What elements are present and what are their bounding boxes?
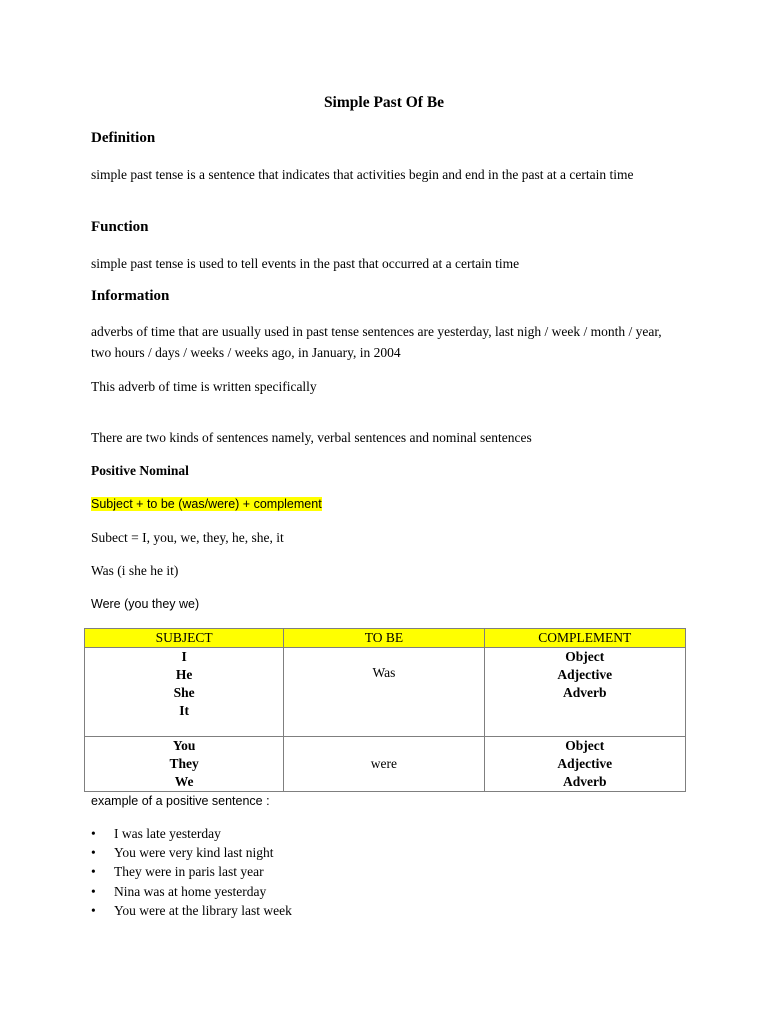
subject-cell <box>85 648 284 737</box>
list-item <box>91 901 292 920</box>
complement-item: Adverb <box>563 774 607 789</box>
table-row <box>85 648 686 737</box>
was-line: Was (i she he it) <box>91 563 179 578</box>
to-be-cell: were <box>284 737 484 792</box>
complement-item: Object <box>565 649 605 664</box>
bullet-icon: • <box>91 826 96 841</box>
subject-item: You <box>172 738 196 753</box>
list-item <box>91 843 292 862</box>
information-text: adverbs of time that are usually used in past tense sentences are yesterday, last nigh / week / month / year, two hours / days / weeks / weeks ago, in January, in 2004 <box>91 324 662 360</box>
subject-item: I <box>181 649 187 664</box>
complement-item: Adverb <box>563 685 607 700</box>
complement-cell <box>484 737 686 792</box>
complement-item: Adjective <box>557 667 613 682</box>
list-item <box>91 824 292 843</box>
example-text: You were at the library last week <box>114 902 292 918</box>
were-line: Were (you they we) <box>91 597 200 611</box>
example-text: I was late yesterday <box>114 826 221 841</box>
example-text: Nina was at home yesterday <box>114 883 267 899</box>
formula-highlight: Subject + to be (was/were) + complement <box>91 497 322 511</box>
function-heading: Function <box>91 219 149 235</box>
bullet-icon: • <box>91 864 96 880</box>
information-note: This adverb of time is written specifically <box>91 379 317 394</box>
header-subject: SUBJECT <box>85 629 284 648</box>
subject-line: Subect = I, you, we, they, he, she, it <box>91 530 284 545</box>
complement-cell <box>484 648 686 737</box>
sentence-kinds-text: There are two kinds of sentences namely, verbal sentences and nominal sentences <box>91 430 532 445</box>
example-text: You were very kind last night <box>114 845 274 861</box>
table-header-row <box>85 629 686 648</box>
definition-heading: Definition <box>91 130 156 146</box>
header-to-be: TO BE <box>284 629 484 648</box>
header-complement: COMPLEMENT <box>484 629 686 648</box>
subject-item: We <box>174 774 194 789</box>
list-item <box>91 862 292 881</box>
complement-item: Adjective <box>557 756 613 771</box>
function-text: simple past tense is used to tell events in the past that occurred at a certain time <box>91 256 520 271</box>
list-item <box>91 882 292 901</box>
bullet-icon: • <box>91 845 96 861</box>
example-text: They were in paris last year <box>114 864 264 880</box>
subject-cell <box>85 737 284 792</box>
examples-list <box>91 824 292 920</box>
to-be-cell: Was <box>284 648 484 737</box>
information-heading: Information <box>91 288 170 304</box>
subject-item: She <box>173 685 195 700</box>
bullet-icon: • <box>91 902 96 918</box>
examples-intro: example of a positive sentence : <box>91 794 270 808</box>
subject-item: They <box>169 756 199 771</box>
complement-item: Object <box>565 738 605 753</box>
positive-nominal-heading: Positive Nominal <box>91 463 189 478</box>
definition-text: simple past tense is a sentence that indicates that activities begin and end in the past at a certain time <box>91 167 634 182</box>
formula-line <box>91 493 322 515</box>
page-title: Simple Past Of Be <box>323 94 445 111</box>
subject-item: It <box>179 703 190 718</box>
subject-item: He <box>175 667 193 682</box>
bullet-icon: • <box>91 883 96 899</box>
to-be-table <box>84 628 686 792</box>
table-row <box>85 737 686 792</box>
